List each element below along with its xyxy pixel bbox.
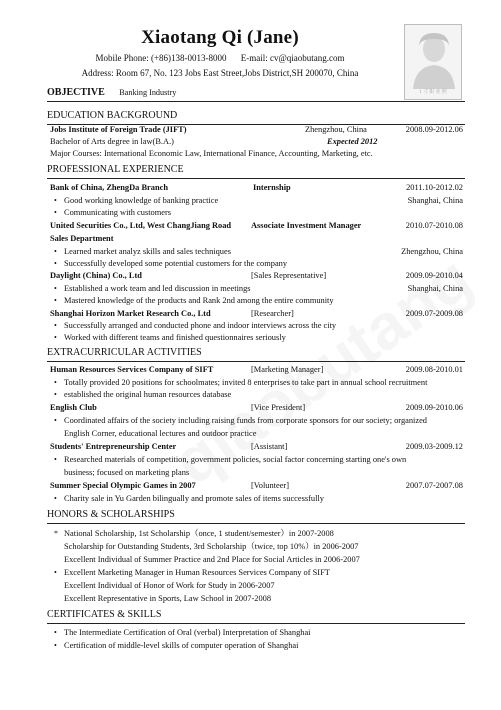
job-role: Associate Investment Manager (251, 221, 362, 230)
person-icon (405, 25, 463, 89)
job-org: Shanghai Horizon Market Research Co., Ltd (50, 309, 211, 318)
job-role: [Sales Representative] (251, 271, 327, 280)
bullet-icon: • (54, 333, 57, 342)
activity-dates: 2009.03-2009.12 (405, 442, 463, 451)
job-location: Zhengzhou, China (401, 247, 463, 256)
list-item-cont: business; focused on marketing plans (64, 468, 190, 477)
candidate-name: Xiaotang Qi (Jane) (141, 27, 299, 48)
job-org: Bank of China, ZhengDa Branch (50, 183, 168, 192)
address-text: Address: Room 67, No. 123 Jobs East Street,Jobs District,SH 200070, China (81, 68, 359, 78)
activity-row (50, 403, 463, 414)
bullet-icon: • (54, 455, 57, 464)
bullet-icon: • (54, 321, 57, 330)
list-item: • Good working knowledge of banking practice Shanghai, China (54, 196, 463, 205)
list-item: • Communicating with customers (54, 208, 172, 217)
activity-role: [Vice President] (251, 403, 306, 412)
courses-row (50, 149, 463, 160)
list-item-cont: English Corner, educational lectures and outdoor practice (64, 429, 257, 438)
bullet-icon: • (54, 416, 57, 425)
bullet-icon: • (54, 259, 57, 268)
job-dates: 2010.07-2010.08 (405, 221, 463, 230)
bullet-icon: • (54, 196, 57, 205)
activity-org: Students' Entrepreneurship Center (50, 442, 177, 451)
contact-line (0, 53, 440, 64)
list-item: • established the original human resources database (54, 390, 232, 399)
courses-text: Major Courses: International Economic Law, International Finance, Accounting, Marketing, etc. (50, 149, 373, 158)
objective-section (47, 87, 465, 102)
bullet-icon: • (54, 284, 57, 293)
school-dates: 2008.09-2012.06 (405, 125, 463, 134)
bullet-icon: • (54, 390, 57, 399)
job-dates: 2009.09-2010.04 (405, 271, 463, 280)
activity-row (50, 442, 463, 453)
activity-org: Human Resources Services Company of SIFT (50, 365, 214, 374)
list-item-cont: Excellent Individual of Summer Practice and 2nd Place for Social Articles in 2006-2007 (64, 555, 360, 564)
bullet-icon: • (54, 641, 57, 650)
activity-dates: 2009.08-2010.01 (405, 365, 463, 374)
activity-dates: 2009.09-2010.06 (405, 403, 463, 412)
list-item: • The Intermediate Certification of Oral (verbal) Interpretation of Shanghai (54, 628, 311, 637)
activity-row (50, 481, 463, 492)
education-row (50, 125, 463, 136)
bullet-icon: • (54, 296, 57, 305)
activity-role: [Assistant] (251, 442, 288, 451)
degree-row (50, 137, 463, 148)
list-item: • Charity sale in Yu Garden bilingually and promote sales of items successfully (54, 494, 324, 503)
job-row (50, 221, 463, 232)
job-org: United Securities Co., Ltd, West ChangJiang Road (50, 221, 232, 230)
list-item: • Totally provided 20 positions for schoolmates; invited 8 enterprises to take part in annual school recruitment (54, 378, 428, 387)
job-location: Shanghai, China (407, 196, 463, 205)
list-item: • Established a work team and led discussion in meetings Shanghai, China (54, 284, 463, 293)
list-item: • Learned market analyz skills and sales techniques Zhengzhou, China (54, 247, 463, 256)
activity-role: [Marketing Manager] (251, 365, 324, 374)
objective-value: Banking Industry (119, 88, 177, 97)
activity-role: [Volunteer] (251, 481, 289, 490)
bullet-icon: • (54, 628, 57, 637)
expected-text: Expected 2012 (327, 137, 378, 146)
degree-text: Bachelor of Arts degree in law(B.A.) (50, 137, 174, 146)
honors-title: HONORS & SCHOLARSHIPS (47, 509, 465, 524)
experience-title: PROFESSIONAL EXPERIENCE (47, 164, 465, 179)
list-item: • Mastered knowledge of the products and Rank 2nd among the entire community (54, 296, 334, 305)
list-item-cont: Excellent Individual of Honor of Work for Study in 2006-2007 (64, 581, 275, 590)
job-org: Daylight (China) Co., Ltd (50, 271, 142, 280)
education-title: EDUCATION BACKGROUND (47, 110, 465, 125)
job-row (50, 271, 463, 282)
activity-dates: 2007.07-2007.08 (405, 481, 463, 490)
email-text: E-mail: cv@qiaobutang.com (240, 52, 345, 63)
job-role: [Researcher] (251, 309, 294, 318)
list-item: • Researched materials of competition, government policies, social factor concerning starting one's own (54, 455, 407, 464)
resume-header (0, 26, 440, 79)
job-role: Internship (253, 183, 291, 192)
bullet-icon: • (54, 247, 57, 256)
activity-org: Summer Special Olympic Games in 2007 (50, 481, 196, 490)
list-item: • Successfully arranged and conducted phone and indoor interviews across the city (54, 321, 337, 330)
list-item: • Certification of middle-level skills of computer operation of Shanghai (54, 641, 299, 650)
list-item-cont: Excellent Representative in Sports, Law School in 2007-2008 (64, 594, 272, 603)
activity-row (50, 365, 463, 376)
job-row (50, 183, 463, 194)
activities-title: EXTRACURRICULAR ACTIVITIES (47, 347, 465, 362)
job-location: Shanghai, China (407, 284, 463, 293)
list-item-cont: Scholarship for Outstanding Students, 3rd Scholarship（twice, top 10%）in 2006-2007 (64, 542, 359, 551)
bullet-icon: • (54, 378, 57, 387)
school-name: Jobs Institute of Foreign Trade (JIFT) (50, 125, 187, 134)
list-item: • Coordinated affairs of the society including raising funds from corporate sponsors for our society; organized (54, 416, 427, 425)
list-item: • Worked with different teams and finished questionnaires seriously (54, 333, 286, 342)
list-item: * National Scholarship, 1st Scholarship（once, 1 student/semester）in 2007-2008 (54, 529, 334, 538)
school-location: Zhengzhou, China (305, 125, 367, 134)
bullet-icon: • (54, 494, 57, 503)
bullet-icon: • (54, 568, 57, 577)
photo-caption: 1 寸 职 业 照 (419, 89, 447, 95)
bullet-icon: • (54, 208, 57, 217)
list-item: • Successfully developed some potential customers for the company (54, 259, 288, 268)
certificates-title: CERTIFICATES & SKILLS (47, 609, 465, 624)
job-dates: 2009.07-2009.08 (405, 309, 463, 318)
phone-text: Mobile Phone: (+86)138-0013-8000 (95, 52, 227, 63)
objective-label: OBJECTIVE (47, 87, 105, 98)
job-row (50, 309, 463, 320)
activity-org: English Club (50, 403, 97, 412)
asterisk-icon: * (54, 529, 58, 538)
list-item: • Excellent Marketing Manager in Human Resources Services Company of SIFT (54, 568, 330, 577)
job-dates: 2011.10-2012.02 (406, 183, 463, 192)
job-row-cont (50, 234, 463, 245)
job-department: Sales Department (50, 234, 114, 243)
